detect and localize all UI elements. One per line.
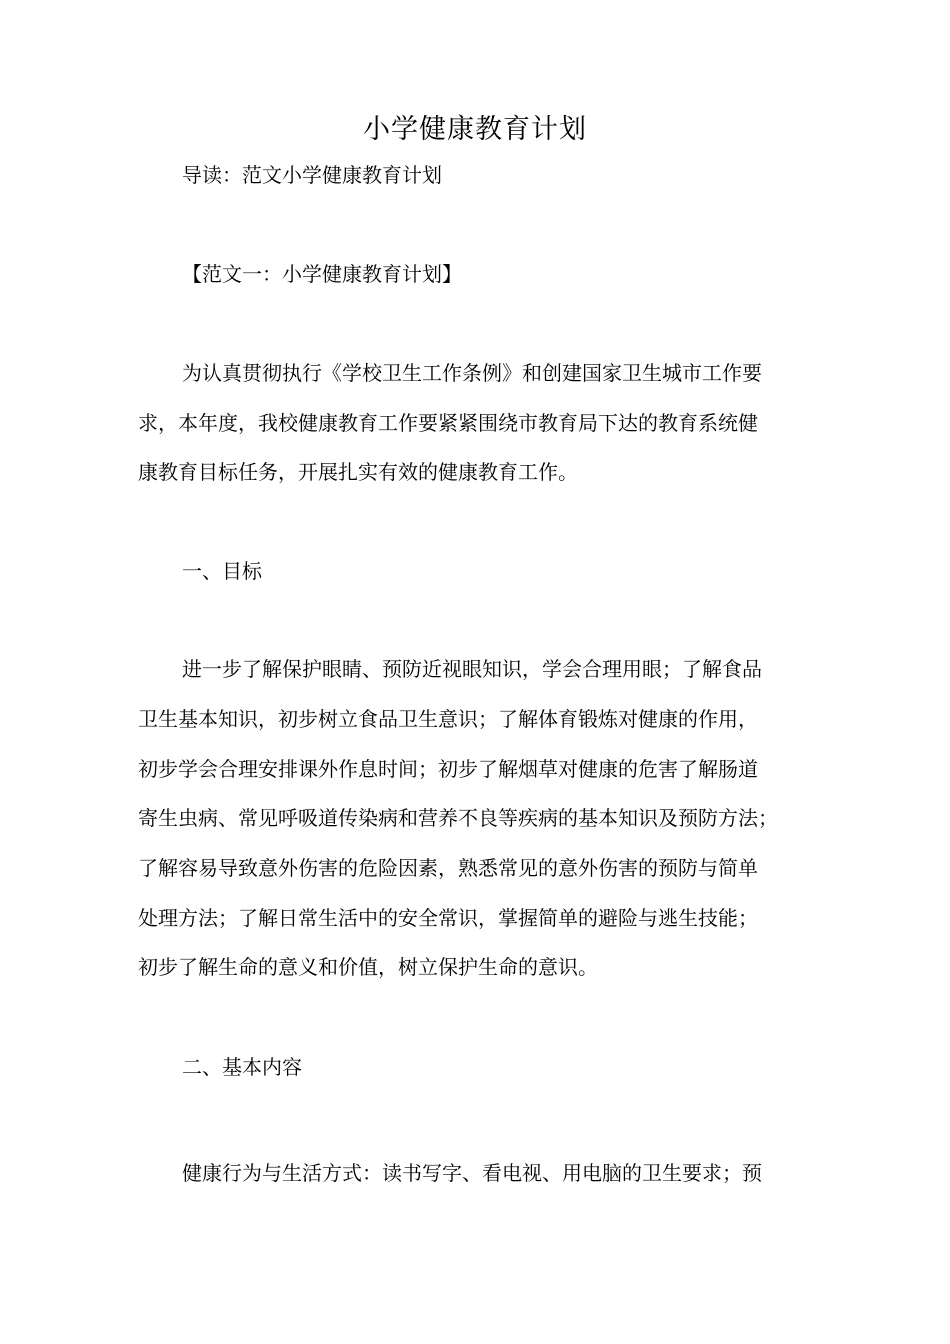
paragraph3-line-1: 健康行为与生活方式：读书写字、看电视、用电脑的卫生要求；预: [182, 1161, 762, 1185]
paragraph1-line-3: 康教育目标任务，开展扎实有效的健康教育工作。: [138, 460, 578, 484]
paragraph1-line-2: 求，本年度，我校健康教育工作要紧紧围绕市教育局下达的教育系统健: [138, 411, 758, 435]
paragraph1-line-1: 为认真贯彻执行《学校卫生工作条例》和创建国家卫生城市工作要: [182, 361, 762, 385]
heading-goals: 一、目标: [182, 559, 262, 583]
heading-basic-content: 二、基本内容: [182, 1055, 302, 1079]
paragraph2-line-2: 卫生基本知识，初步树立食品卫生意识；了解体育锻炼对健康的作用，: [138, 707, 758, 731]
paragraph2-line-5: 了解容易导致意外伤害的危险因素，熟悉常见的意外伤害的预防与简单: [138, 856, 758, 880]
intro-line: 导读：范文小学健康教育计划: [182, 163, 442, 187]
paragraph2-line-3: 初步学会合理安排课外作息时间；初步了解烟草对健康的危害了解肠道: [138, 757, 758, 781]
document-title: 小学健康教育计划: [363, 114, 587, 145]
paragraph2-line-6: 处理方法；了解日常生活中的安全常识，掌握简单的避险与逃生技能；: [138, 906, 758, 930]
paragraph2-line-7: 初步了解生命的意义和价值，树立保护生命的意识。: [138, 955, 598, 979]
paragraph2-line-1: 进一步了解保护眼睛、预防近视眼知识，学会合理用眼；了解食品: [182, 657, 762, 681]
section-heading: 【范文一：小学健康教育计划】: [182, 262, 462, 286]
paragraph2-line-4: 寄生虫病、常见呼吸道传染病和营养不良等疾病的基本知识及预防方法；: [138, 806, 778, 830]
